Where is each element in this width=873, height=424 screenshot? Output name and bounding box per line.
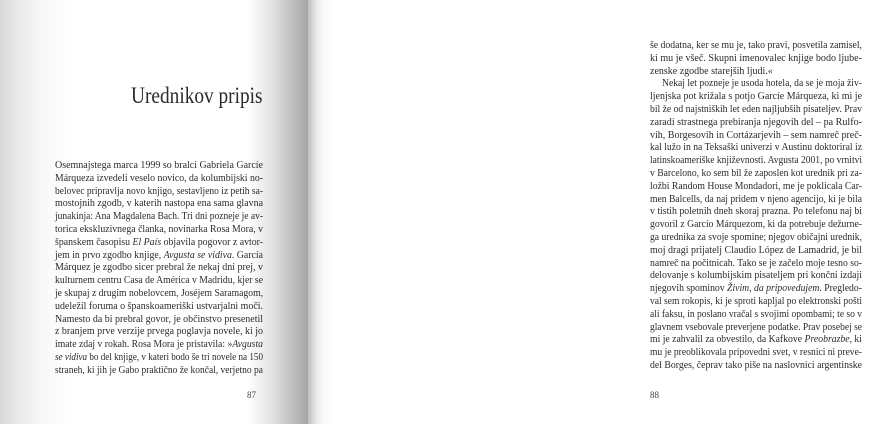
text-line <box>650 283 862 296</box>
text-line <box>55 339 263 352</box>
text-line <box>650 322 862 335</box>
text-run: delovanje s kolumbijskim pisateljem pri končni izdaji <box>650 270 862 282</box>
text-run: straneh, ki jih je Gabo praktično že končal, verjetno pa <box>55 364 263 376</box>
text-run: ali faksu, in poslano vračal s svojimi opombami; te so v <box>650 308 862 320</box>
right-text-block <box>650 40 862 373</box>
text-run: belovec pripravlja novo knjigo, sestavljeno iz petih sa- <box>55 185 263 197</box>
italic-run: El País <box>132 236 162 248</box>
text-line <box>650 296 862 309</box>
text-run: kulturnem centru Casa de América v Madridu, kjer se <box>55 275 263 287</box>
page-right <box>308 0 862 424</box>
text-run: val sem rokopis, ki je sproti kapljal po elektronski pošti <box>650 295 862 307</box>
text-run: Osemnajstega marca 1999 so bralci Gabriela Garcíe <box>55 160 263 171</box>
text-run: v tistih poletnih dneh skoraj prazna. Po telefonu naj bi <box>650 206 862 218</box>
text-run: objavila pogovor z avtor- <box>161 236 263 248</box>
text-run: torica ekskluzivnega članka, novinarka Rosa Mora, v <box>55 223 263 235</box>
text-run: glavnem vsebovale preverjene podatke. Prav posebej se <box>650 321 862 333</box>
text-line <box>55 301 263 314</box>
text-run: Namesto da bi prebral govor, je občinstvo presenetil <box>55 313 263 325</box>
page-number-left: 87 <box>247 390 256 400</box>
text-run: še dodatna, ker se mu je, tako pravi, posvetila zamisel, <box>650 40 862 51</box>
left-text-block <box>55 160 263 378</box>
italic-run: Avgusta se vidiva <box>163 249 232 261</box>
text-run: men Balcells, da naj pridem v njeno agencijo, ki je bila <box>650 193 862 205</box>
text-run: mostojnih zgodb, v katerih nastopa ena sama glavna <box>55 198 263 210</box>
page-left <box>0 0 308 424</box>
text-line <box>55 224 263 237</box>
text-line <box>650 309 862 322</box>
text-run: moj dragi prijatelj Claudio López de Lamadrid, je bil <box>650 244 862 256</box>
text-run: v Barcelono, ko sem bil že zaposlen kot urednik pri za- <box>650 167 862 179</box>
italic-run: se vidiva <box>55 351 88 363</box>
text-run: imate zdaj v rokah. Rosa Mora je pristavila: » <box>55 339 233 351</box>
text-line <box>650 130 862 143</box>
text-line <box>650 245 862 258</box>
text-line <box>55 186 263 199</box>
text-run: udeležil foruma o španskoameriški ustvarjalni moči. <box>55 300 263 312</box>
text-run: njegovih spominov <box>650 283 728 295</box>
text-line <box>55 352 263 365</box>
text-run: Márqueza izvedeli veselo novico, da kolumbijski no- <box>55 172 263 184</box>
text-line <box>55 326 263 339</box>
text-line <box>650 258 862 271</box>
text-line <box>650 334 862 347</box>
italic-run: Živim, da pripovedujem <box>727 283 820 295</box>
text-line <box>650 155 862 168</box>
text-run: govoril z Garcío Márquezom, ki da potrebuje dežurne- <box>650 219 862 231</box>
text-line <box>55 211 263 224</box>
text-line <box>650 168 862 181</box>
text-line <box>55 160 263 173</box>
text-run: z branjem prve verzije prvega poglavja novele, ki jo <box>55 326 263 338</box>
italic-run: Preobrazbe <box>804 334 850 346</box>
text-run: je skupaj z drugim nobelovcem, Joséjem Saramagom, <box>55 287 263 299</box>
text-run: junakinja: Ana Magdalena Bach. Tri dni pozneje je av- <box>55 211 263 223</box>
text-run: . García <box>231 249 263 261</box>
italic-run: Avgusta <box>232 339 263 351</box>
text-line <box>650 347 862 360</box>
text-run: ložbi Random House Mondadori, me je poklicala Car- <box>650 180 862 192</box>
page-number-right: 88 <box>650 390 659 400</box>
text-line <box>650 232 862 245</box>
text-line <box>650 53 862 66</box>
text-line <box>55 365 263 378</box>
text-line <box>55 198 263 211</box>
text-run: . Pregledo- <box>819 283 862 295</box>
chapter-title <box>55 83 263 109</box>
text-run: jem in prvo zgodbo knjige, <box>55 249 164 261</box>
text-run: mi je zahvalil za obvestilo, da Kafkove <box>650 334 805 346</box>
text-run: kal lužo in na Teksaški univerzi v Austinu doktoriral iz <box>650 142 862 154</box>
text-line <box>650 181 862 194</box>
chapter-title-text: Urednikov pripis <box>131 83 263 108</box>
text-run: ki mu je všeč. Skupni imenovalec knjige bodo ljube- <box>650 52 862 64</box>
text-run: španskem časopisu <box>55 236 133 248</box>
text-line <box>650 142 862 155</box>
text-run: , ki <box>849 334 862 346</box>
text-line <box>55 173 263 186</box>
text-line <box>650 360 862 373</box>
text-line <box>650 270 862 283</box>
text-line <box>55 314 263 327</box>
text-line <box>55 275 263 288</box>
text-run: bil že od najstniških let eden najljubših pisateljev. Prav <box>650 103 862 115</box>
text-line <box>650 91 862 104</box>
text-run: ljenjska pot križala s potjo Garcíe Márqueza, ki mi je <box>650 91 862 103</box>
text-run: vih, Borgesovih in Cortázarjevih – sem namreč preč- <box>650 129 862 141</box>
text-line <box>650 194 862 207</box>
text-run: Nekaj let pozneje je usoda hotela, da se je moja živ- <box>662 78 862 90</box>
text-run: zaradi strastnega prebiranja njegovih del – pa Rulfo- <box>650 116 862 128</box>
text-line <box>650 219 862 232</box>
text-run: latinskoameriške književnosti. Avgusta 2001, po vrnitvi <box>650 155 862 167</box>
text-line <box>650 117 862 130</box>
text-run: zenske zgodbe starejših ljudi.« <box>650 65 773 77</box>
text-run: Márquez je zgodbo sicer prebral že nekaj dni prej, v <box>55 262 263 274</box>
text-line <box>650 78 862 91</box>
text-run: mu je preoblikovala pripovedni svet, v resnici ni preve- <box>650 347 862 359</box>
text-line <box>55 262 263 275</box>
text-run: namreč na počitnicah. Tako se je začelo moje tesno so- <box>650 257 862 269</box>
text-line <box>55 237 263 250</box>
text-run: ga urednika za svoje spomine; njegov običajni urednik, <box>650 231 862 243</box>
text-line <box>55 288 263 301</box>
text-line <box>650 66 862 79</box>
text-line <box>650 104 862 117</box>
text-line <box>55 250 263 263</box>
text-line <box>650 206 862 219</box>
text-line <box>650 40 862 53</box>
text-run: bo del knjige, v kateri bodo še tri novele na 150 <box>87 351 263 363</box>
text-run: del Borges, čeprav tako piše na naslovnici argentinske <box>650 359 862 371</box>
